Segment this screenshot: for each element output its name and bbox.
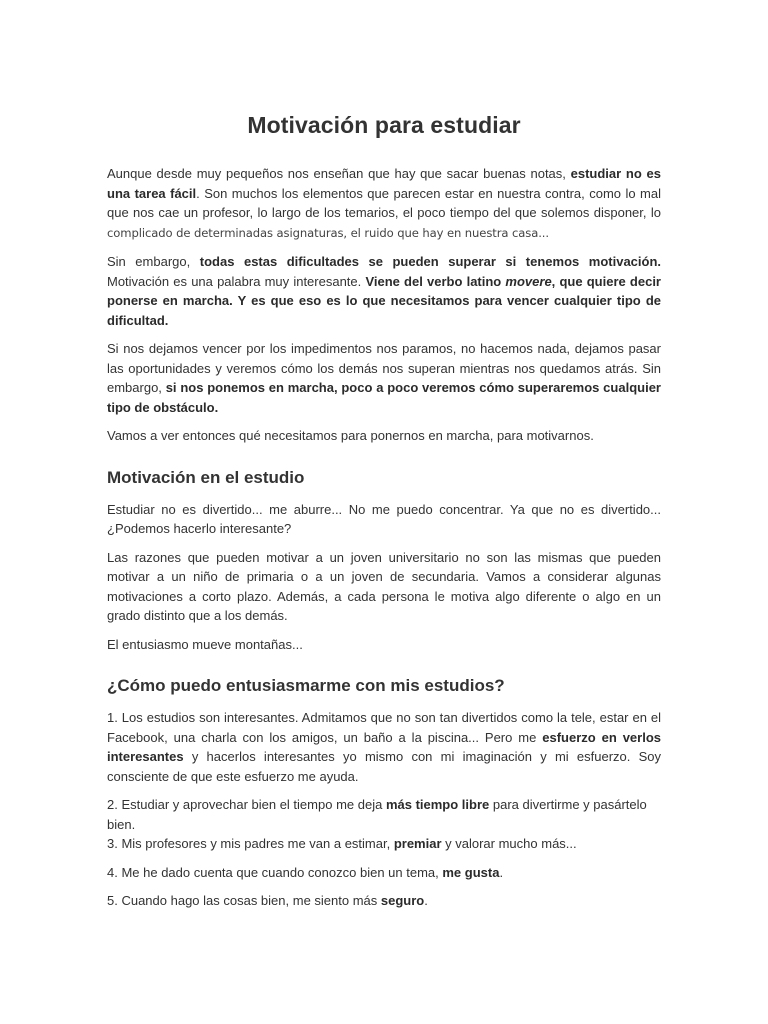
para2-bold-2: Viene del verbo latino: [365, 273, 506, 289]
para3-text-1: Si nos dejamos vencer por los impedimentos nos paramos, no hacemos nada, dejamos pasar las oportunidades y veremos cómo los demás nos superan mientras nos quedamos atrás. Sin embargo,: [107, 341, 661, 395]
item4-text-1: 4. Me he dado cuenta que cuando conozco bien un tema,: [107, 864, 443, 880]
list-item-4: [107, 863, 661, 883]
motivation-paragraph: [107, 252, 661, 330]
item3-text-2: y valorar mucho más...: [441, 836, 577, 851]
intro-text-1: Aunque desde muy pequeños nos enseñan que hay que sacar buenas notas,: [107, 166, 571, 181]
para2-text-1: Sin embargo,: [107, 254, 200, 269]
intro-text-2: . Son muchos los elementos que parecen estar en nuestra contra, como lo mal que nos cae un profesor, lo largo de los temarios, el poco tiempo del que solemos disponer, lo: [107, 185, 661, 220]
next-steps-paragraph: Vamos a ver entonces qué necesitamos para ponernos en marcha, para motivarnos.: [107, 428, 594, 443]
item3-bold-1: premiar: [393, 836, 442, 851]
item5-text-2: .: [424, 893, 428, 908]
intro-bold-1: estudiar no es una tarea fácil: [107, 166, 661, 201]
section-heading-entusiasmo: ¿Cómo puedo entusiasmarme con mis estudios?: [107, 676, 505, 695]
list-item-2: [107, 795, 661, 834]
section-heading-motivacion: Motivación en el estudio: [107, 467, 305, 487]
item2-text-1: 2. Estudiar y aprovechar bien el tiempo me deja: [107, 797, 386, 812]
para2-text-2: Motivación es una palabra muy interesante.: [107, 273, 366, 289]
item4-bold-1: me gusta: [442, 864, 500, 880]
reasons-paragraph: Las razones que pueden motivar a un joven universitario no son las mismas que pueden motivar a un niño de primaria o a un joven de secundaria. Vamos a considerar algunas motivaciones a corto plazo. Además, a cada persona le motiva algo diferente o algo en un grado distinto que a los demás.: [107, 549, 661, 623]
list-item-1: [107, 708, 661, 786]
document-title: Motivación para estudiar: [247, 112, 521, 138]
item1-bold-1: esfuerzo en verlos interesantes: [107, 729, 661, 764]
item5-text-1: 5. Cuando hago las cosas bien, me siento más: [107, 893, 381, 908]
item2-text-2: para divertirme y pasártelo bien.: [107, 797, 647, 832]
item2-bold-1: más tiempo libre: [385, 797, 490, 812]
item1-text-2: y hacerlos interesantes yo mismo con mi imaginación y mi esfuerzo. Soy consciente de que este esfuerzo me ayuda.: [107, 749, 661, 784]
para3-bold-1: si nos ponemos en marcha, poco a poco veremos cómo superaremos cualquier tipo de obstáculo.: [107, 380, 661, 415]
para2-bold-1: todas estas dificultades se pueden superar si tenemos motivación.: [199, 254, 662, 269]
item4-text-2: .: [499, 864, 504, 880]
item3-text-1: 3. Mis profesores y mis padres me van a estimar,: [107, 836, 394, 851]
para2-bold-3: , que quiere decir ponerse en marcha. Y es que eso es lo que necesitamos para vencer cualquier tipo de dificultad.: [107, 273, 661, 328]
para2-italic-movere: movere: [505, 273, 552, 289]
item1-text-1: 1. Los estudios son interesantes. Admitamos que no son tan divertidos como la tele, estar en el Facebook, una charla con los amigos, un baño a la piscina... Pero me: [107, 710, 661, 745]
obstacles-paragraph: [107, 339, 661, 417]
enthusiasm-paragraph: El entusiasmo mueve montañas...: [107, 636, 303, 652]
intro-paragraph: [107, 164, 661, 243]
list-item-5: [107, 891, 661, 911]
boring-paragraph: Estudiar no es divertido... me aburre... No me puedo concentrar. Ya que no es divertido... ¿Podemos hacerlo interesante?: [107, 501, 661, 536]
item5-bold-1: seguro: [380, 893, 425, 908]
intro-text-3: complicado de determinadas asignaturas, el ruido que hay en nuestra casa...: [107, 225, 549, 240]
list-item-3: [107, 834, 661, 854]
